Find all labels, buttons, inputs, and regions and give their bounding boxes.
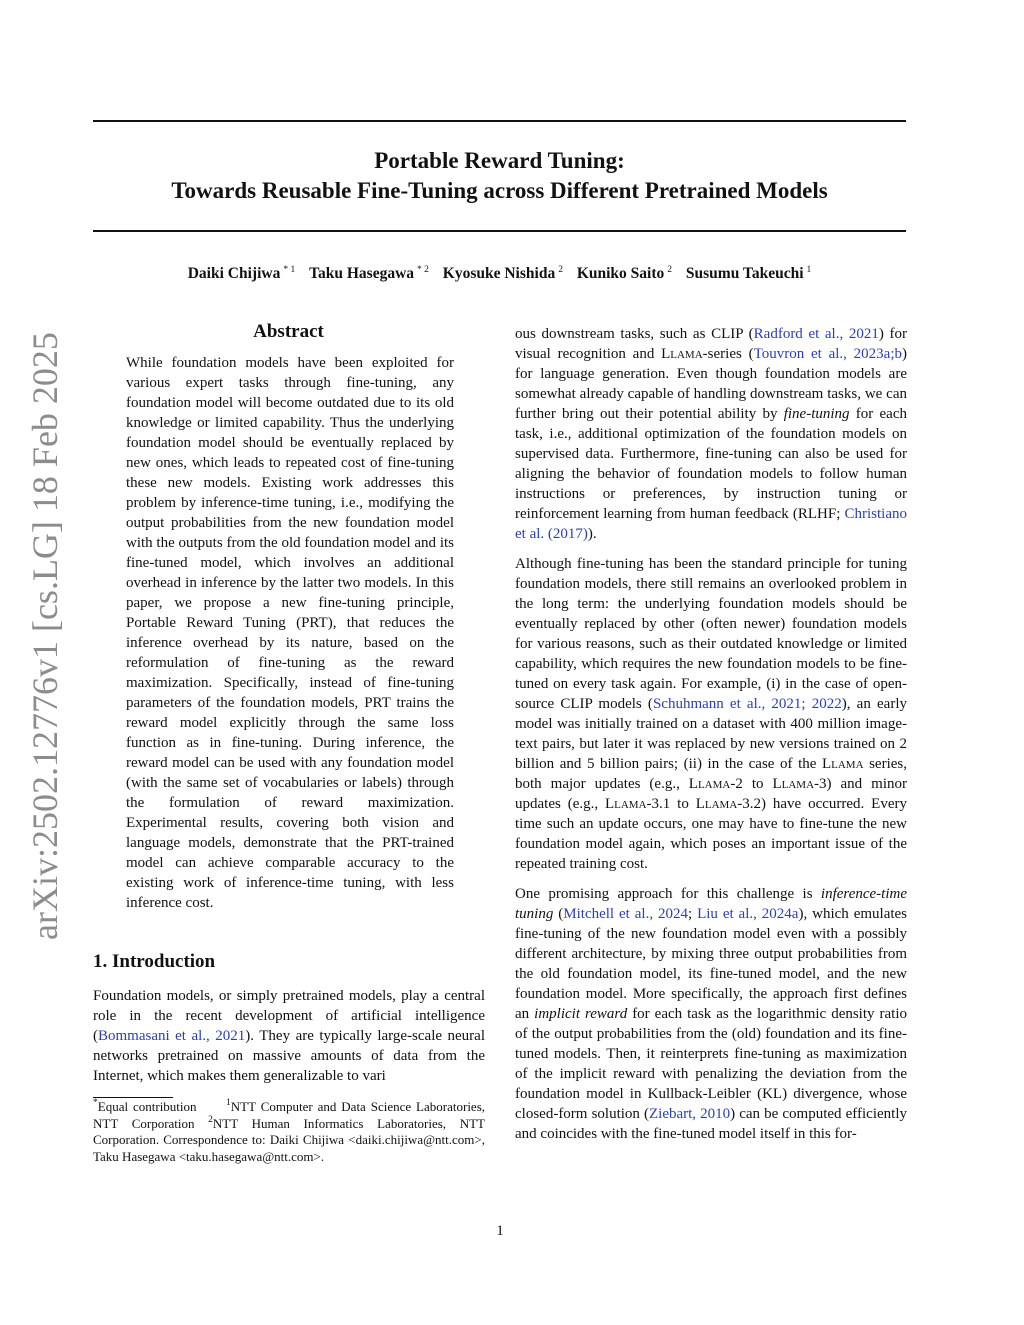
author: Taku Hasegawa $^{* 2}$	[309, 265, 429, 282]
text-run: ), an early model was initially trained on a dataset with 400 million image-text pairs, but later it was replaced by new versions trained on 2 billion and 5 billion pairs; (ii) in the case of the	[515, 696, 907, 772]
text-run: for each task, i.e., additional optimization of the foundation models on supervised data. Furthermore, fine-tuning can also be used for aligning the behavior of foundation models to follow human instructions or preferences, by instruction tuning or reinforcement learning from human feedback (RLHF;	[515, 406, 907, 522]
author: Daiki Chijiwa $^{* 1}$	[187, 265, 296, 282]
text-run: ) for language generation. Even though foundation models are somewhat already capable of handling downstream tasks, we can further bring out their potential ability by	[515, 346, 907, 422]
author-list	[93, 265, 906, 283]
emphasis: inference-time tuning	[515, 886, 907, 922]
author-affiliation-mark: 2	[558, 265, 563, 275]
citation-link[interactable]: Radford et al., 2021	[753, 326, 879, 342]
text-run: -3.1 to	[646, 796, 696, 812]
introduction-paragraph-1-end	[515, 324, 907, 544]
paper-title-line-1: Portable Reward Tuning:	[374, 148, 625, 173]
text-run: Although fine-tuning has been the standard principle for tuning foundation models, there still remains an overlooked problem in the long term: the underlying foundation models should be eventually replaced by other (often newer) foundation models for various reasons, such as their outdated knowledge or limited capability, which requires the new foundation models to be fine-tuned on every task again. For example, (i) in the case of open-source CLIP models (	[515, 556, 907, 712]
footnote-rule	[93, 1097, 173, 1098]
text-run: (	[553, 906, 564, 922]
citation-link[interactable]: Bommasani et al., 2021	[98, 1028, 246, 1044]
text-run: ;	[687, 906, 698, 922]
text-run: -3.2) have occurred. Every time such an update occurs, one may have to fine-tune the new foundation model again, which poses an important issue of the repeated training cost.	[515, 796, 907, 872]
author: Kuniko Saito $^2$	[576, 265, 673, 282]
author-affiliation-mark: * 1	[283, 265, 296, 275]
citation-link[interactable]: Christiano et al. (2017)	[515, 506, 907, 542]
text-run: for each task as the logarithmic density ratio of the output probabilities from the (old) foundation and its fine-tuned models. Then, it reinterprets fine-tuning as maximization of the implicit reward with penalizing the deviation from the foundation model in Kullback-Leibler (KL) divergence, whose closed-form solution (	[515, 1006, 907, 1122]
text-run: ) for visual recognition and	[515, 326, 907, 362]
paper-title-line-2: Towards Reusable Fine-Tuning across Different Pretrained Models	[171, 178, 828, 203]
text-run: One promising approach for this challenge is	[515, 886, 821, 902]
text-run: ). They are typically large-scale neural networks pretrained on massive amounts of data from the Internet, which makes them generalizable to vari	[93, 1028, 486, 1084]
text-run: -2 to	[730, 776, 773, 792]
emphasis: implicit reward	[534, 1006, 628, 1022]
emphasis: fine-tuning	[783, 406, 850, 422]
author: Kyosuke Nishida $^2$	[442, 265, 563, 282]
text-run: ous downstream tasks, such as CLIP (	[515, 326, 754, 342]
introduction-paragraph-1-start: Foundation models, or simply pretrained models, play a central role in the recent development of artificial intelligence (Bommasani et al., 2021). They are typically large-scale neural networks pretrained on massive amounts of data from the Internet, which makes them generalizable to vari	[93, 988, 486, 1084]
arxiv-identifier-stamp: arXiv:2502.12776v1 [cs.LG] 18 Feb 2025	[25, 332, 65, 940]
title-top-rule	[93, 120, 906, 122]
author-affiliation-mark: * 2	[417, 265, 429, 275]
introduction-paragraph-2	[515, 554, 907, 874]
citation-link[interactable]: Liu et al., 2024a	[697, 906, 799, 922]
model-name: Llama	[772, 776, 815, 792]
abstract-heading: Abstract	[253, 321, 324, 342]
text-run: ) can be computed efficiently and coincides with the fine-tuned model itself in this for-	[515, 1106, 908, 1142]
right-column-text	[515, 324, 907, 1144]
citation-link[interactable]: Mitchell et al., 2024	[563, 906, 688, 922]
citation-link[interactable]: Touvron et al., 2023a;b	[753, 346, 902, 362]
author-affiliation-mark: 1	[806, 265, 812, 275]
text-run: -series (	[702, 346, 754, 362]
introduction-paragraph-3	[515, 884, 907, 1144]
text-run: -3) and minor updates (e.g.,	[515, 776, 907, 812]
model-name: Llama	[661, 346, 703, 362]
introduction-heading: 1. Introduction	[93, 951, 216, 972]
model-name: Llama	[604, 796, 647, 812]
author-affiliation-mark: 2	[667, 265, 673, 275]
author: Susumu Takeuchi $^1$	[685, 265, 812, 282]
text-run: ), which emulates fine-tuning of the new foundation model even with a possibly different architecture, by mixing three output probabilities from the old foundation model, its fine-tuned model, and the new foundation model. More specifically, the approach first defines an	[515, 906, 908, 1022]
model-name: Llama	[821, 756, 864, 772]
text-run: series, both major updates (e.g.,	[515, 756, 907, 792]
citation-link[interactable]: Ziebart, 2010	[649, 1106, 731, 1122]
citation-link[interactable]: Schuhmann et al., 2021; 2022	[652, 696, 842, 712]
model-name: Llama	[688, 776, 731, 792]
title-bottom-rule	[93, 230, 906, 232]
abstract-paragraph: While foundation models have been exploited for various expert tasks through fine-tuning, any foundation model will become outdated due to its old knowledge or limited capability. Thus the underlying foundation model should be eventually replaced by new ones, which leads to repeated cost of fine-tuning these new models. Existing work addresses this problem by inference-time tuning, i.e., modifying the output probabilities from the new foundation model with the outputs from the old foundation model and its fine-tuned model, which involves an additional overhead in inference by the latter two models. In this paper, we propose a new fine-tuning principle, Portable Reward Tuning (PRT), that reduces the inference overhead by its nature, based on the reformulation of fine-tuning as the reward maximization. Specifically, instead of fine-tuning parameters of the foundation models, PRT trains the reward model explicitly through the same loss function as in fine-tuning. During inference, the reward model can be used with any foundation model (with the same set of vocabularies or labels) through the formulation of reward maximization. Experimental results, covering both vision and language models, demonstrate that the PRT-trained model can achieve comparable accuracy to the existing work of inference-time tuning, with less inference cost.	[126, 355, 454, 911]
model-name: Llama	[695, 796, 738, 812]
footnote: *Equal contribution $^1$NTT Computer and Data Science Laboratories, NTT Corporation $^2$NTT Human Informatics Laboratories, NTT Corporation. Correspondence to: Daiki Chijiwa <daiki.chijiwa@ntt.com>, Taku Hasegawa <taku.hasegawa@ntt.com>.	[93, 1098, 486, 1164]
page-number: 1	[496, 1223, 504, 1239]
abstract-text	[126, 353, 454, 913]
text-run: ).	[587, 526, 597, 542]
